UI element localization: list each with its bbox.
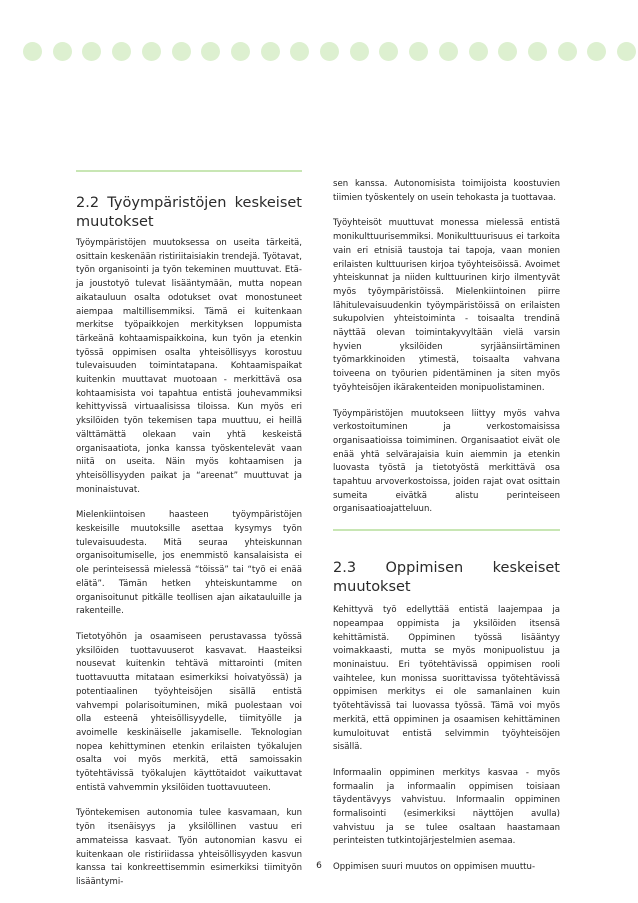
decorative-dot [53, 42, 72, 61]
decorative-dot [231, 42, 250, 61]
section-2-2 [76, 170, 302, 890]
decorative-dot [23, 42, 42, 61]
decorative-dot [142, 42, 161, 61]
decorative-dot [261, 42, 280, 61]
decorative-dot [112, 42, 131, 61]
paragraph: Työntekemisen autonomia tulee kasvamaan, kun työn itsenäisyys ja yksilöllinen vastuu eri ammateissa kasvaat. Työn autonomian kasvu ei kuitenkaan ole ristiriidassa yhteisöllisyyden kasvun kanssa tai konkreettisemmin esimerkiksi tiimityön lisääntymi- [76, 808, 302, 887]
paragraph: Työympäristöjen muutokseen liittyy myös vahva verkostoituminen ja verkostomaisissa organisaatioissa toimiminen. Organisaatiot eivät ole enää yhtä selvärajaisia kuin aiemmin ja etenkin luovasta työstä ja tietotyöstä merkittävä osa tapahtuu arvoverkostoissa, joiden rajat ovat osittain sumeita eivätkä alistu perinteiseen organisaatioajatteluun. [333, 408, 560, 515]
paragraph: Informaalin oppiminen merkitys kasvaa - myös formaalin ja informaalin oppimisen toisiaan täydentävyys vahvistuu. Informaalin oppiminen formalisointi (esimerkiksi näyttöjen avulla) vahvistuu ja se tulee osaltaan haastamaan perinteisten tutkintojärjestelmien asemaa. [333, 767, 560, 847]
section-2-3 [333, 529, 560, 875]
paragraph: Työyhteisöt muuttuvat monessa mielessä entistä monikulttuurisemmiksi. Monikulttuurisuus ei tarkoita vain eri etnisiä taustoja tai tapoja, vaan monien erilaisten kulttuurisen kirjoa työyhteisöissä. Avoimet yhteiskunnat ja niiden kulttuurinen kirjo ilmentyvät myös työympäristöissä. Mielenkiintoinen piirre lähitulevaisuudenkin työympäristöissä on erilaisten sukupolvien yhteistoiminta - toisaalta trendinä näyttää olevan toimintakyvyltään vielä varsin hyvien yksilöiden syrjäänsiirtäminen työmarkkinoiden ytimestä, toisaalta vahvana toiveena on työurien pidentäminen ja siten myös työyhteisöjen ikärakenteiden monipuolistaminen. [333, 218, 560, 393]
decorative-dot [320, 42, 339, 61]
page-number: 6 [316, 861, 322, 871]
section-heading-2-2: 2.2 Työympäristöjen keskeiset muutokset [76, 195, 302, 230]
paragraph: Oppimisen suuri muutos on oppimisen muuttu- [333, 862, 536, 873]
right-column [333, 178, 560, 887]
decorative-dot-row [23, 42, 623, 62]
decorative-dot [350, 42, 369, 61]
paragraph: Kehittyvä työ edellyttää entistä laajempaa ja nopeampaa oppimista ja yksilöiden itsensä kehittämistä. Oppiminen työssä lisääntyy voimakkaasti, mutta se myös monipuolistuu ja moninaistuu. Eri työtehtävissä oppimisen rooli vaihtelee, kun monissa suorittavissa työtehtävissä oppimisen merkitys ei ole samanlainen kuin työtehtävissä tai luovassa työssä. Tämä voi myös merkitä, että oppiminen ja osaamisen kehittäminen kumuloituvat entistä selvimmin työyhteisöjen sisällä. [333, 605, 560, 753]
decorative-dot [290, 42, 309, 61]
decorative-dot [172, 42, 191, 61]
paragraph: Työympäristöjen muutoksessa on useita tärkeitä, osittain keskenään ristiriitaisiakin trendejä. Työtavat, työn organisointi ja työn tekeminen muuttuvat. Etä- ja joustotyö tulevat lisääntymään, mutta nopean aikatauluun osalta odotukset ovat monostuneet aiempaa maltillisemmiksi. Tämä ei kuitenkaan merkitse työpaikkojen merkityksen loppumista tärkeänä kohtaamispaikkoina, kun työn ja etenkin työssä oppimisen osalta yhteisöllisyys korostuu tulevaisuuden toimintatapana. Kohtaamispaikat kuitenkin muuttavat muotoaan - merkittävä osa kohtaamisista voi tapahtua entistä jouhevammiksi kehittyvissä virtuaalisissa tiloissa. Kun myös eri yksilöiden työn tekemisen tapa muuttuu, ei heillä välttämättä olekaan vain yhtä keskeistä organisaatiota, jonka kanssa työskentelevät vaan niitä on useita. Näin myös kohtaamisen ja yhteisöllisyyden paikat ja “areenat” muuttuvat ja moninaistuvat. [76, 238, 302, 495]
decorative-dot [558, 42, 577, 61]
decorative-dot [82, 42, 101, 61]
paragraph: Mielenkiintoisen haasteen työympäristöjen keskeisille muutoksille asettaa kysymys työn tulevaisuudesta. Mitä seuraa yhteiskunnan organisoitumiselle, jos enemmistö kansalaisista ei ole perinteisessä mielessä “töissä” tai “työ ei enää elätä”. Tämän hetken yhteiskuntamme on organisoitunut pitkälle teollisen ajan aikatauluille ja rakenteille. [76, 510, 302, 617]
decorative-dot [617, 42, 636, 61]
decorative-dot [409, 42, 428, 61]
decorative-dot [379, 42, 398, 61]
paragraph: sen kanssa. Autonomisista toimijoista koostuvien tiimien työskentely on usein tehokasta ja tuottavaa. [333, 179, 560, 203]
decorative-dot [439, 42, 458, 61]
decorative-dot [201, 42, 220, 61]
paragraph: Tietotyöhön ja osaamiseen perustavassa työssä yksilöiden tuottavuuserot kasvavat. Haasteiksi nousevat kuitenkin tehtävä mittarointi (miten tuottavuutta mitataan esimerkiksi hoivatyössä) ja potentiaalinen työyhteisöjen sisällä entistä vahvempi polarisoituminen, mikä puolestaan voi olla esteenä yhteisöllisyydelle, tiimityölle ja avoimelle keskinäiselle jakamiselle. Teknologian nopea kehittyminen etenkin erilaisten työkalujen osalta voi myös merkitä, että samoissakin työtehtävissä työkalujen käyttötaidot vaikuttavat entistä vahvemmin yksilöiden tuottavuuteen. [76, 631, 302, 793]
left-column [76, 170, 302, 902]
decorative-dot [528, 42, 547, 61]
decorative-dot [498, 42, 517, 61]
section-heading-2-3: 2.3 Oppimisen keskeiset muutokset [333, 560, 560, 596]
decorative-dot [469, 42, 488, 61]
decorative-dot [587, 42, 606, 61]
